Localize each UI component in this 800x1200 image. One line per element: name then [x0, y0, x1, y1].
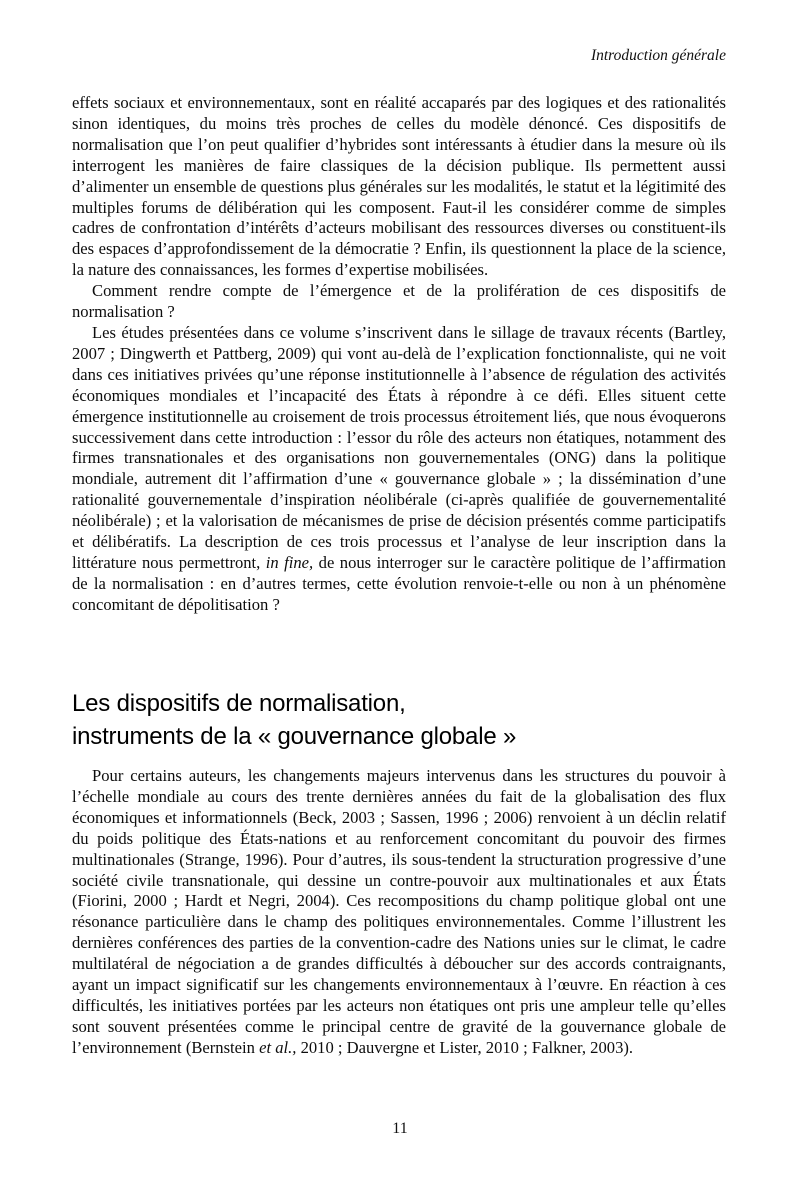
- running-header: [72, 46, 726, 66]
- page-footer: [0, 1120, 800, 1138]
- section-body-text: [72, 766, 726, 1059]
- page-number: 11: [392, 1120, 408, 1137]
- paragraph: Comment rendre compte de l’émergence et de la prolifération de ces dispositifs de normalisation ?: [72, 281, 726, 322]
- paragraph: [72, 323, 726, 616]
- intro-continuation-text: [72, 93, 726, 616]
- latin-phrase-italic: et al.,: [259, 1037, 297, 1057]
- latin-phrase-italic: in fine,: [265, 552, 314, 572]
- paragraph: [72, 766, 726, 1059]
- section-heading-line-2: instruments de la « gouvernance globale »: [72, 722, 517, 750]
- paragraph: effets sociaux et environnementaux, sont en réalité accaparés par des logiques et des rationalités sinon identiques, du moins très proches de celles du modèle dénoncé. Ces dispositifs de normalisation que l’on peut qualifier d’hybrides sont intéressants à étudier dans la mesure où ils interrogent les manières de faire classiques de la décision publique. Ils permettent aussi d’alimenter un ensemble de questions plus générales sur les modalités, le statut et la légitimité des multiples forums de délibération qui les composent. Faut-il les considérer comme de simples cadres de confrontation d’intérêts d’acteurs mobilisant des ressources diverses ou constituent-ils des espaces d’approfondissement de la démocratie ? Enfin, ils questionnent la place de la science, la nature des connaissances, les formes d’expertise mobilisées.: [72, 93, 726, 280]
- running-header-text: Introduction générale: [590, 47, 726, 64]
- paragraph-text: Pour certains auteurs, les changements majeurs intervenus dans les structures du pouvoir à l’échelle mondiale au cours des trente dernières années du fait de la globalisation des flux économiques et informationnels (Beck, 2003 ; Sassen, 1996 ; 2006) renvoient à un déclin relatif du poids politique des États-nations et au renforcement concomitant du pouvoir des firmes multinationales (Strange, 1996). Pour d’autres, ils sous-tendent la structuration progressive d’une société civile transnationale, qui dessine un contre-pouvoir aux multinationales et aux États (Fiorini, 2000 ; Hardt et Negri, 2004). Ces recompositions du champ politique global ont une résonance particulière dans le champ des politiques environnementales. Comme l’illustrent les dernières conférences des parties de la convention-cadre des Nations unies sur le climat, le cadre multilatéral de négociation a de grandes difficultés à déboucher sur des accords contraignants, ayant un impact significatif sur les changements environnementaux à l’œuvre. En réaction à ces difficultés, les initiatives portées par les acteurs non étatiques ont pris une ampleur telle qu’elles sont souvent présentées comme le principal centre de gravité de la gouvernance globale de l’environnement (Bernstein: [72, 766, 726, 1057]
- section-heading: [72, 688, 740, 753]
- section-heading-line-1: Les dispositifs de normalisation,: [72, 690, 406, 717]
- paragraph-text: de nous interroger sur le caractère politique de l’affirmation de la normalisation : en d’autres termes, cette évolution renvoie-t-elle ou non à un phénomène concomitant de dépolitisation ?: [72, 552, 726, 614]
- paragraph-text: 2010 ; Dauvergne et Lister, 2010 ; Falkner, 2003).: [296, 1037, 634, 1057]
- paragraph-text: Les études présentées dans ce volume s’inscrivent dans le sillage de travaux récents (Bartley, 2007 ; Dingwerth et Pattberg, 2009) qui vont au-delà de l’explication fonctionnaliste, qui ne voit dans ces initiatives privées qu’une réponse institutionnelle à l’absence de régulation des activités économiques mondiales et l’incapacité des États à répondre à ce défi. Elles situent cette émergence institutionnelle au croisement de trois processus étroitement liés, que nous évoquerons successivement dans cette introduction : l’essor du rôle des acteurs non étatiques, notamment des firmes transnationales et des organisations non gouvernementales (ONG) dans la politique mondiale, autrement dit l’affirmation d’une « gouvernance globale » ; la dissémination d’une rationalité gouvernementale d’inspiration néolibérale (ci-après qualifiée de gouvernementalité néolibérale) ; et la valorisation de mécanismes de prise de décision présentés comme participatifs et délibératifs. La description de ces trois processus et l’analyse de leur inscription dans la littérature nous permettront,: [72, 322, 726, 572]
